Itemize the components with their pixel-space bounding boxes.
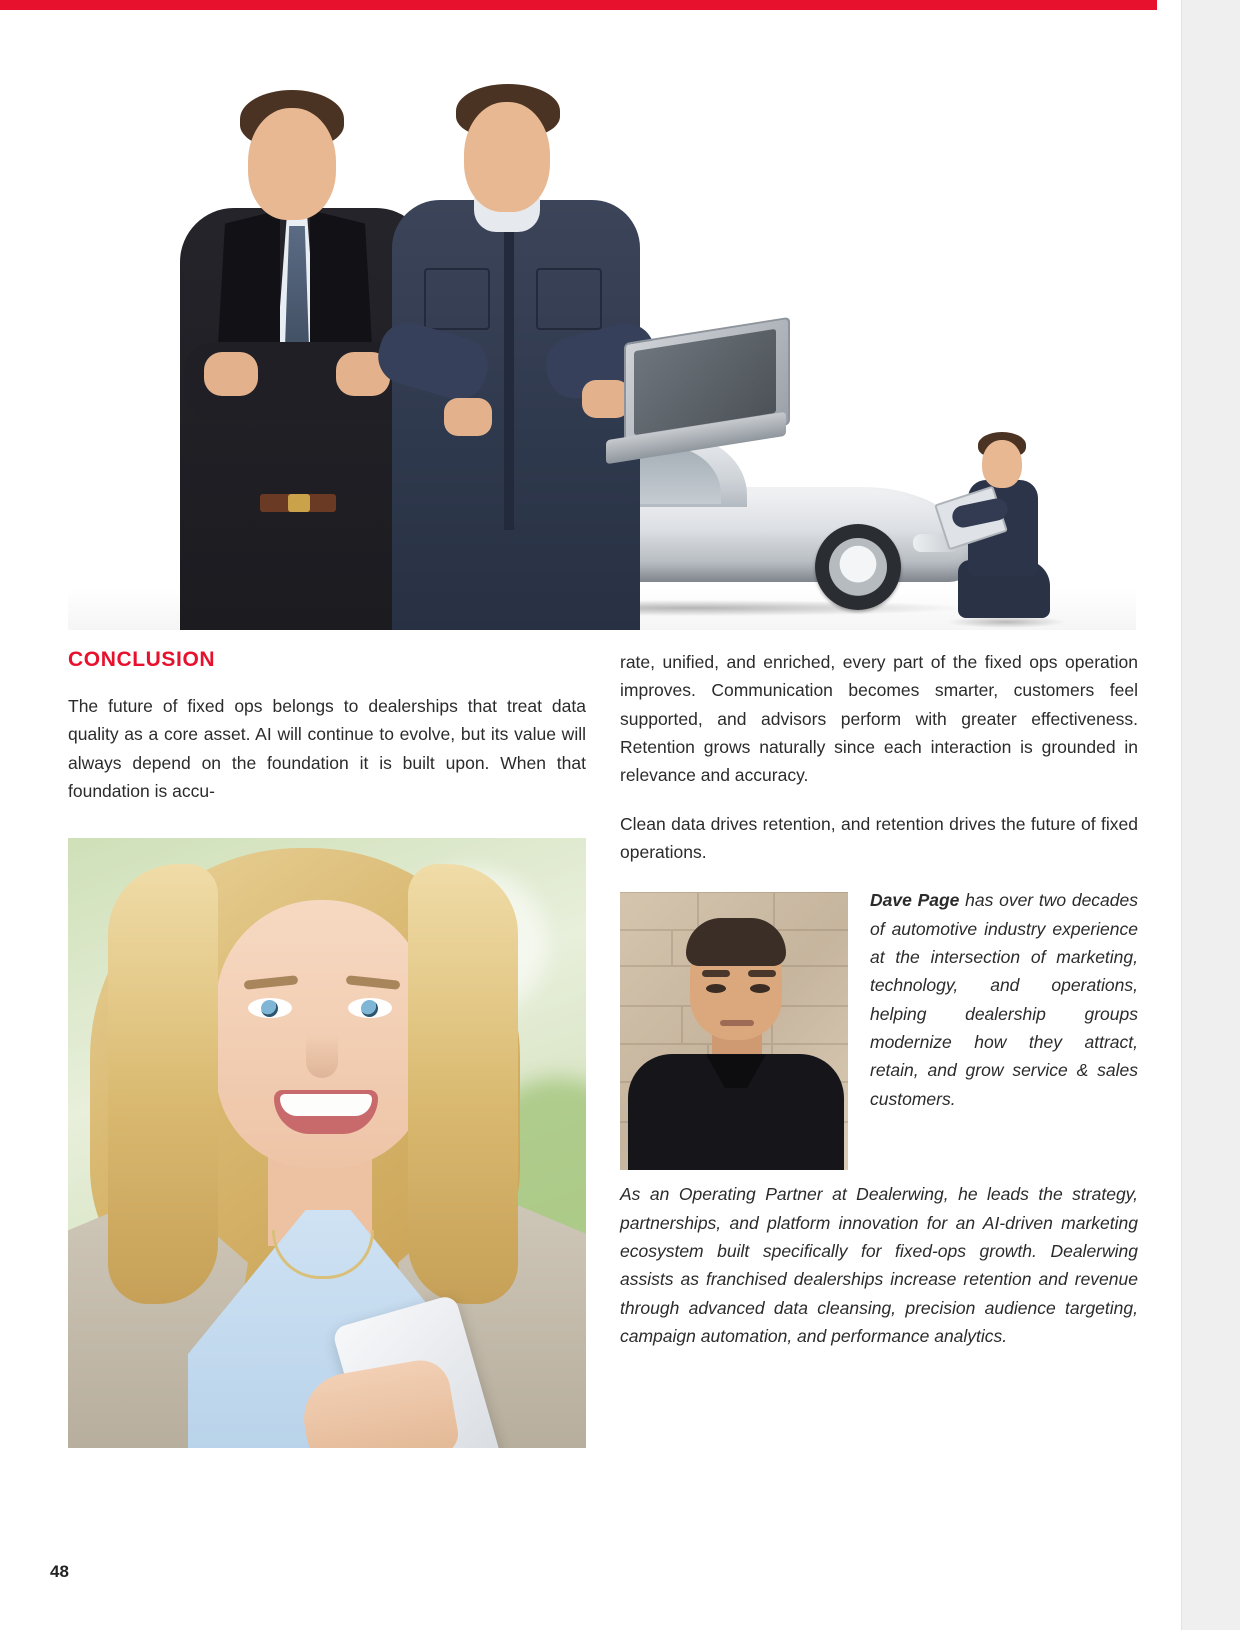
mechanic-head: [464, 102, 550, 212]
author-brow-left: [702, 970, 730, 977]
body-paragraph-closing: Clean data drives retention, and retention drives the future of fixed operations.: [620, 813, 1138, 863]
brick: [620, 930, 672, 966]
woman-teeth: [280, 1094, 372, 1116]
author-photo: [620, 892, 848, 1170]
author-bio-text: has over two decades of automotive industry experience at the intersection of marketing, technology, and operations, helping dealership groups modernize how they attract, retain, and grow service & sales customers.: [870, 890, 1138, 1109]
left-text-column: [68, 648, 586, 825]
author-bio-role: As an Operating Partner at Dealerwing, he leads the strategy, partnerships, and platform innovation for an AI-driven marketing ecosystem built specifically for fixed-ops growth. Dealerwing assists as franchised dealerships increase retention and revenue through advanced data cleansing, precision audience targeting, campaign automation, and performance analytics.: [620, 1184, 1138, 1347]
author-name: Dave Page: [870, 890, 960, 911]
page-number: 48: [50, 1562, 69, 1581]
woman-mouth: [274, 1090, 378, 1134]
hero-image: [68, 62, 1136, 630]
page-title: CONCLUSION: [68, 648, 216, 671]
conclusion-paragraph: The future of fixed ops belongs to dealerships that treat data quality as a core asset. AI will continue to evolve, but its value will always depend on the foundation it is built upon. When that foundation is accu-: [68, 696, 586, 802]
car-wheel-rear: [815, 524, 901, 610]
right-gutter-edge: [1181, 0, 1182, 1630]
woman-nose: [306, 1034, 338, 1078]
brick: [620, 1006, 682, 1044]
top-accent-rule: [0, 0, 1157, 10]
author-hair: [686, 918, 786, 966]
author-block: [620, 886, 1138, 1180]
businesswoman-photo: [68, 838, 586, 1448]
salesman-head: [248, 108, 336, 220]
woman-hair-front-right: [408, 864, 518, 1304]
right-gutter: [1182, 0, 1240, 1630]
author-mouth: [720, 1020, 754, 1026]
mechanic-placket: [504, 230, 514, 530]
technician-head: [982, 440, 1022, 488]
woman-hair-front-left: [108, 864, 218, 1304]
mechanic-pocket-right: [536, 268, 602, 330]
woman-eye-right: [348, 998, 392, 1018]
woman-eye-left: [248, 998, 292, 1018]
salesman-belt-buckle: [288, 494, 310, 512]
mechanic-pocket-left: [424, 268, 490, 330]
brick: [772, 1006, 848, 1044]
brick: [620, 892, 698, 930]
person-crouching-technician: [948, 432, 1058, 622]
body-paragraph-continued: rate, unified, and enriched, every part of the fixed ops operation improves. Communication becomes smarter, customers feel supported, and advisors perform with greater effectiveness. Retention grows naturally since each interaction is grounded in relevance and accuracy.: [620, 652, 1138, 786]
author-brow-right: [748, 970, 776, 977]
brick: [774, 892, 848, 930]
laptop-icon: [606, 330, 786, 466]
mechanic-hand-left: [444, 398, 492, 436]
right-text-column: [620, 648, 1138, 1370]
brick: [774, 966, 848, 1006]
salesman-hand-left: [204, 352, 258, 396]
